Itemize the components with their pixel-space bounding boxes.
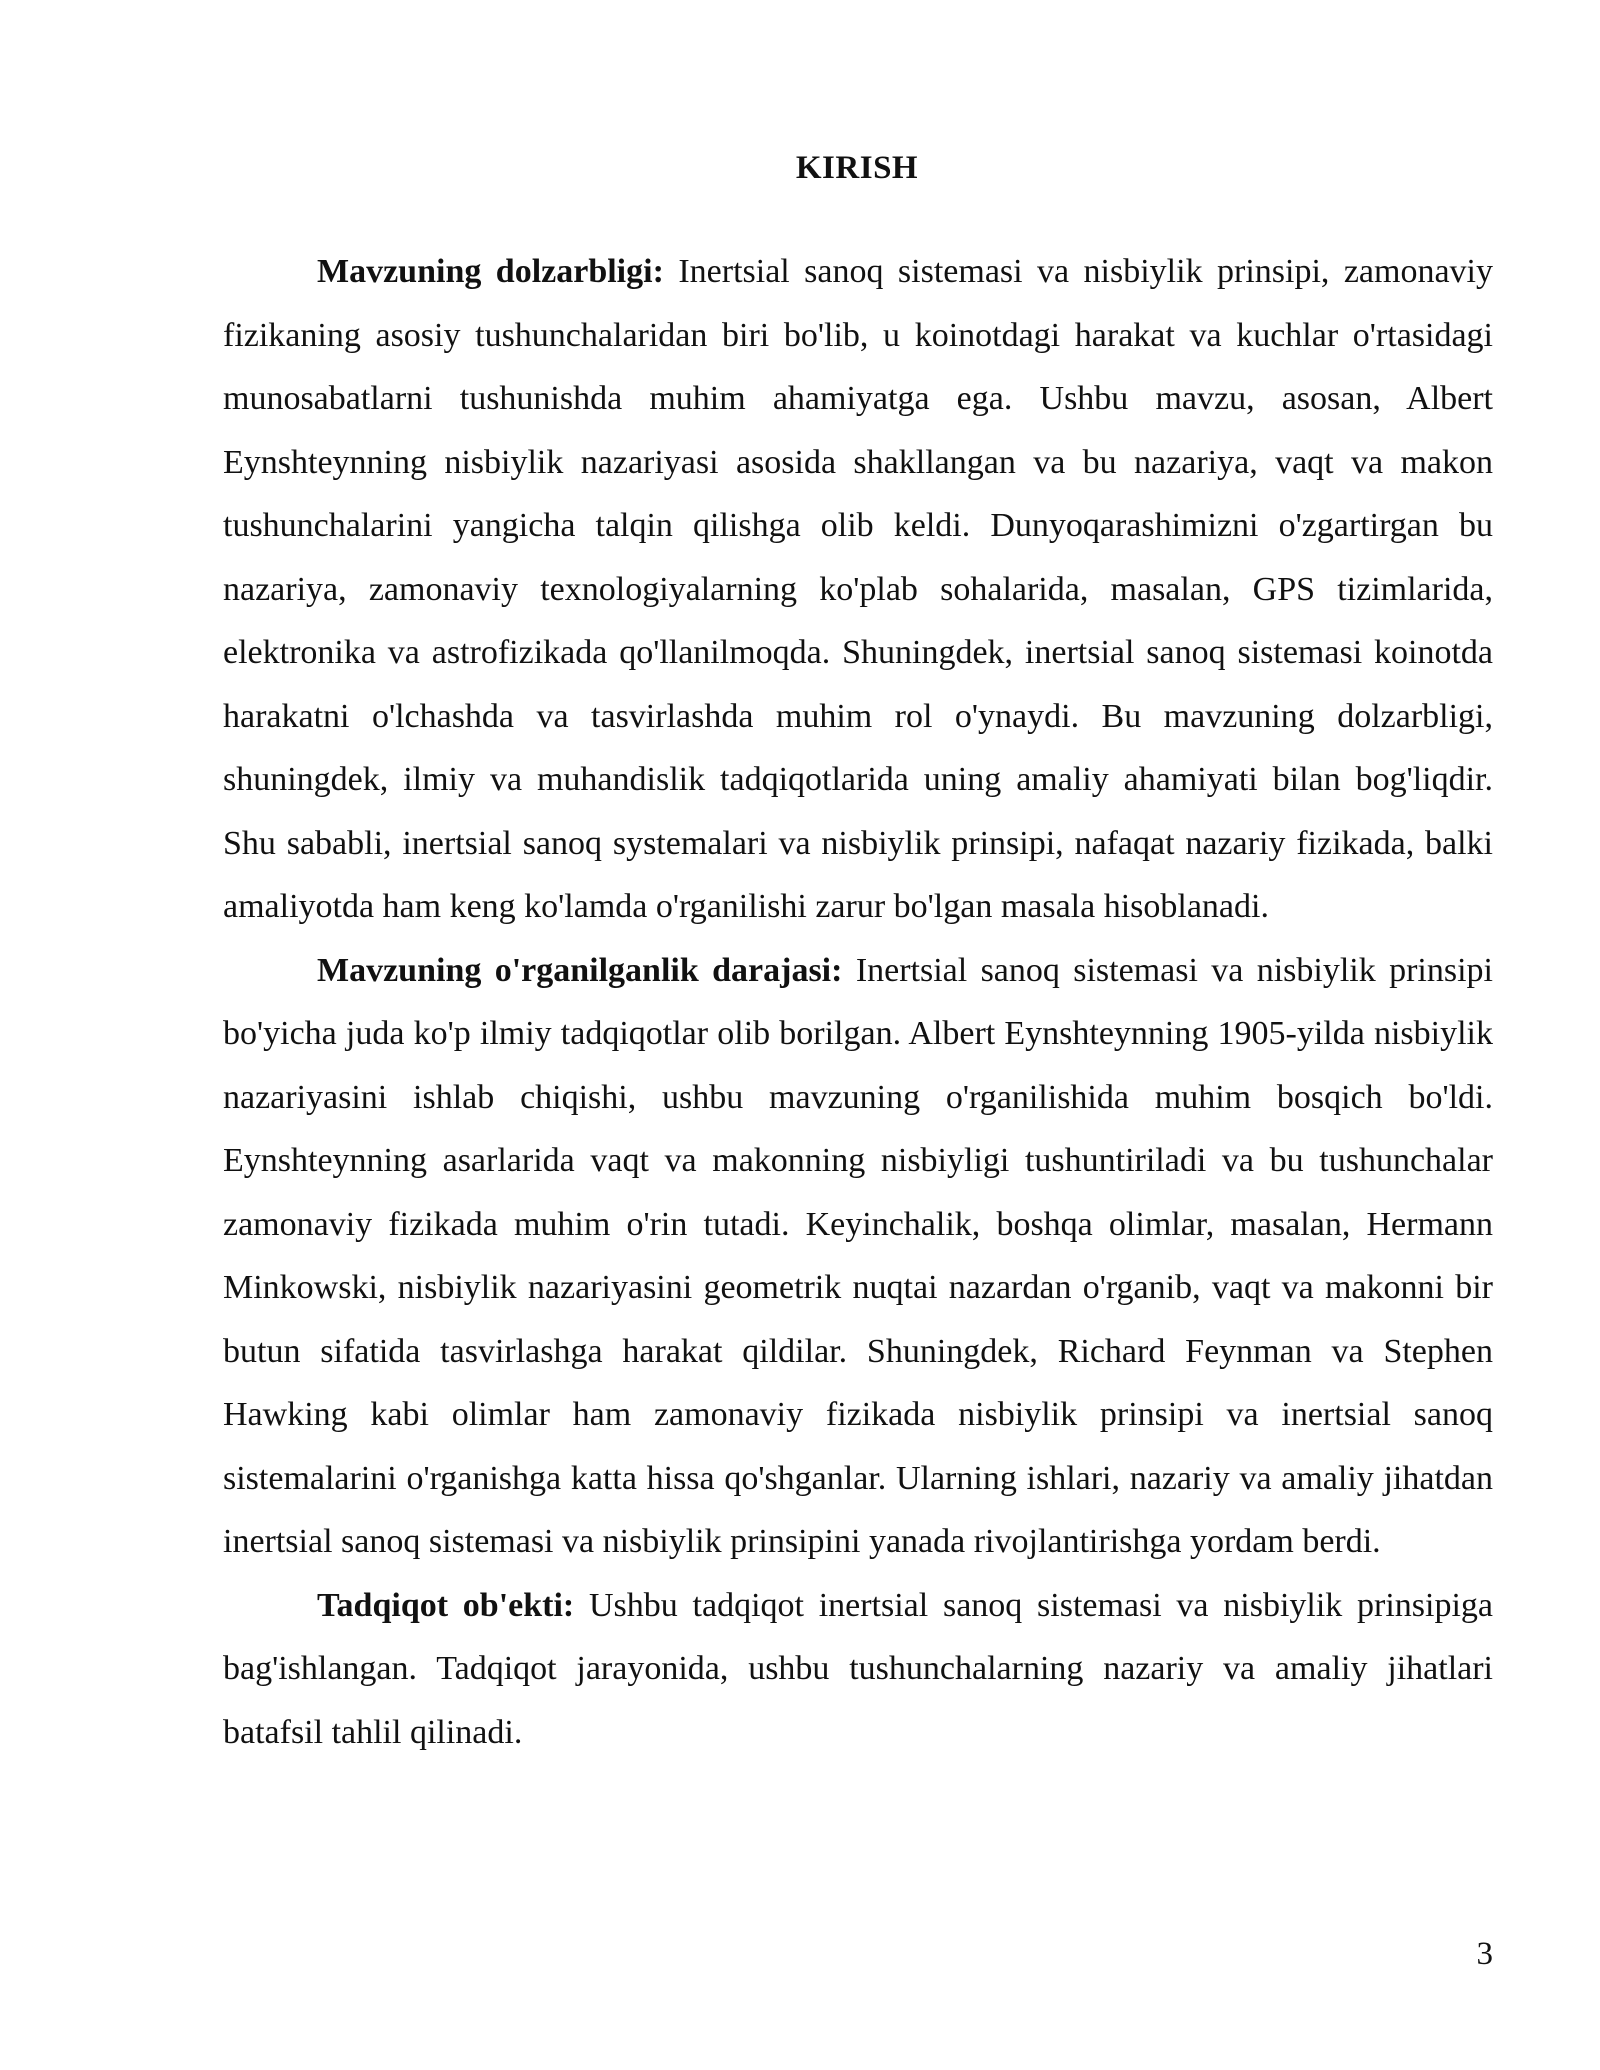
page-number: 3 [1476,1936,1493,1972]
paragraph-text: Inertsial sanoq sistemasi va nisbiylik prinsipi, zamonaviy fizikaning asosiy tushunchalaridan biri bo'lib, u koinotdagi harakat va kuchlar o'rtasidagi munosabatlarni tushunishda muhim ahamiyatga ega. Ushbu mavzu, asosan, Albert Eynshteynning nisbiylik nazariyasi asosida shakllangan va bu nazariya, vaqt va makon tushunchalarini yangicha talqin qilishga olib keldi. Dunyoqarashimizni o'zgartirgan bu nazariya, zamonaviy texnologiyalarning ko'plab sohalarida, masalan, GPS tizimlarida, elektronika va astrofizikada qo'llanilmoqda. Shuningdek, inertsial sanoq sistemasi koinotda harakatni o'lchashda va tasvirlashda muhim rol o'ynaydi. Bu mavzuning dolzarbligi, shuningdek, ilmiy va muhandislik tadqiqotlarida uning amaliy ahamiyati bilan bog'liqdir. Shu sababli, inertsial sanoq systemalari va nisbiylik prinsipi, nafaqat nazariy fizikada, balki amaliyotda ham keng ko'lamda o'rganilishi zarur bo'lgan masala hisoblanadi. [223,253,1494,925]
paragraph-relevance [223,240,1493,939]
paragraph-heading: Mavzuning dolzarbligi: [317,253,664,290]
paragraph-heading: Tadqiqot ob'ekti: [317,1586,575,1624]
paragraph-text: Ushbu tadqiqot inertsial sanoq sistemasi va nisbiylik prinsipiga bag'ishlangan. Tadqiqot jarayonida, ushbu tushunchalarning nazariy va amaliy jihatlari batafsil tahlil qilinadi. [223,1586,1494,1751]
paragraph-text: Inertsial sanoq sistemasi va nisbiylik prinsipi bo'yicha juda ko'p ilmiy tadqiqotlar olib borilgan. Albert Eynshteynning 1905-yilda nisbiylik nazariyasini ishlab chiqishi, ushbu mavzuning o'rganilishida muhim bosqich bo'ldi. Eynshteynning asarlarida vaqt va makonning nisbiyligi tushuntiriladi va bu tushunchalar zamonaviy fizikada muhim o'rin tutadi. Keyinchalik, boshqa olimlar, masalan, Hermann Minkowski, nisbiylik nazariyasini geometrik nuqtai nazardan o'rganib, vaqt va makonni bir butun sifatida tasvirlashga harakat qildilar. Shuningdek, Richard Feynman va Stephen Hawking kabi olimlar ham zamonaviy fizikada nisbiylik prinsipi va inertsial sanoq sistemalarini o'rganishga katta hissa qo'shganlar. Ularning ishlari, nazariy va amaliy jihatdan inertsial sanoq sistemasi va nisbiylik prinsipini yanada rivojlantirishga yordam berdi. [223,951,1493,1560]
document-body [223,240,1493,1764]
page-title: KIRISH [795,150,919,186]
paragraph-study-level [223,939,1493,1574]
paragraph-heading: Mavzuning o'rganilganlik darajasi: [317,951,843,989]
paragraph-research-object [223,1574,1493,1765]
